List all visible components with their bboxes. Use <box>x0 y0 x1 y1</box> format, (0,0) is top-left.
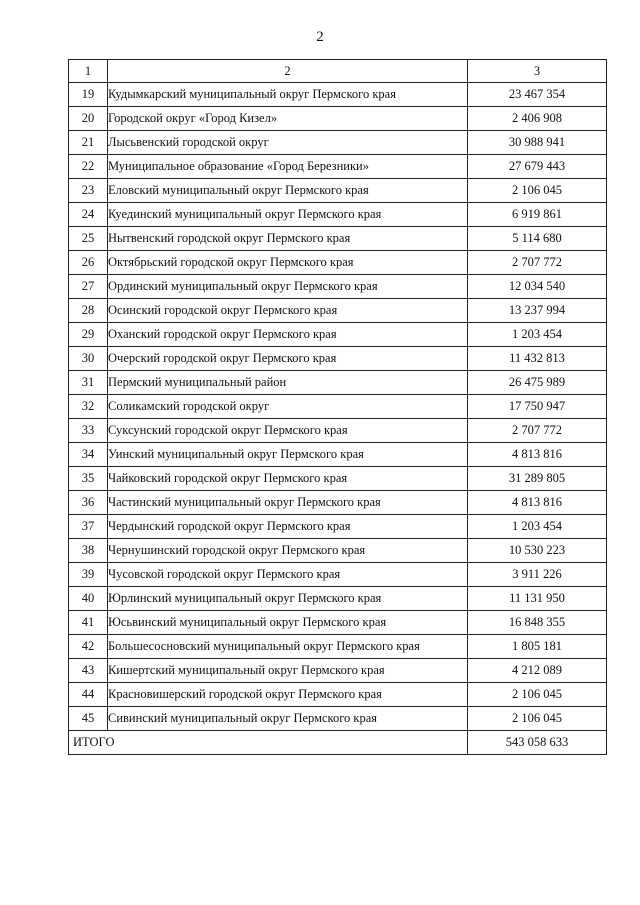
table-row <box>69 251 607 275</box>
municipality-name: Чердынский городской округ Пермского края <box>108 515 468 539</box>
row-number: 27 <box>69 275 108 299</box>
row-number: 31 <box>69 371 108 395</box>
amount-value: 3 911 226 <box>468 563 607 587</box>
table-row <box>69 323 607 347</box>
municipality-name: Муниципальное образование «Город Березники» <box>108 155 468 179</box>
municipality-name: Куединский муниципальный округ Пермского края <box>108 203 468 227</box>
amount-value: 2 106 045 <box>468 683 607 707</box>
table-row <box>69 107 607 131</box>
amount-value: 2 707 772 <box>468 251 607 275</box>
row-number: 32 <box>69 395 108 419</box>
municipality-name: Чусовской городской округ Пермского края <box>108 563 468 587</box>
amount-value: 6 919 861 <box>468 203 607 227</box>
municipality-name: Кишертский муниципальный округ Пермского края <box>108 659 468 683</box>
amount-value: 2 106 045 <box>468 179 607 203</box>
table-row <box>69 83 607 107</box>
table-row <box>69 659 607 683</box>
municipality-name: Красновишерский городской округ Пермского края <box>108 683 468 707</box>
amount-value: 2 106 045 <box>468 707 607 731</box>
table-row <box>69 203 607 227</box>
table-row <box>69 611 607 635</box>
table-row <box>69 131 607 155</box>
municipality-name: Еловский муниципальный округ Пермского края <box>108 179 468 203</box>
amount-value: 31 289 805 <box>468 467 607 491</box>
table-row <box>69 563 607 587</box>
total-row <box>69 731 607 755</box>
table-footer <box>69 731 607 755</box>
amount-value: 17 750 947 <box>468 395 607 419</box>
table-row <box>69 419 607 443</box>
table-row <box>69 587 607 611</box>
row-number: 42 <box>69 635 108 659</box>
row-number: 21 <box>69 131 108 155</box>
municipality-name: Юсьвинский муниципальный округ Пермского края <box>108 611 468 635</box>
municipality-name: Оханский городской округ Пермского края <box>108 323 468 347</box>
row-number: 33 <box>69 419 108 443</box>
municipality-name: Очерский городской округ Пермского края <box>108 347 468 371</box>
row-number: 44 <box>69 683 108 707</box>
table-header <box>69 60 607 83</box>
amount-value: 11 432 813 <box>468 347 607 371</box>
amount-value: 5 114 680 <box>468 227 607 251</box>
row-number: 23 <box>69 179 108 203</box>
municipality-name: Большесосновский муниципальный округ Пермского края <box>108 635 468 659</box>
amount-value: 1 203 454 <box>468 515 607 539</box>
municipality-name: Чернушинский городской округ Пермского края <box>108 539 468 563</box>
total-label: ИТОГО <box>69 731 468 755</box>
municipality-name: Чайковский городской округ Пермского края <box>108 467 468 491</box>
table-row <box>69 275 607 299</box>
row-number: 26 <box>69 251 108 275</box>
municipality-name: Частинский муниципальный округ Пермского края <box>108 491 468 515</box>
municipality-name: Ординский муниципальный округ Пермского края <box>108 275 468 299</box>
table-row <box>69 179 607 203</box>
header-col-3: 3 <box>468 60 607 83</box>
amount-value: 12 034 540 <box>468 275 607 299</box>
table-row <box>69 683 607 707</box>
municipality-name: Пермский муниципальный район <box>108 371 468 395</box>
amount-value: 30 988 941 <box>468 131 607 155</box>
amount-value: 2 406 908 <box>468 107 607 131</box>
municipality-name: Нытвенский городской округ Пермского края <box>108 227 468 251</box>
table-row <box>69 539 607 563</box>
row-number: 43 <box>69 659 108 683</box>
header-col-2: 2 <box>108 60 468 83</box>
total-amount: 543 058 633 <box>468 731 607 755</box>
municipality-name: Сивинский муниципальный округ Пермского края <box>108 707 468 731</box>
municipality-name: Осинский городской округ Пермского края <box>108 299 468 323</box>
amount-value: 10 530 223 <box>468 539 607 563</box>
amount-value: 4 813 816 <box>468 491 607 515</box>
amount-value: 1 203 454 <box>468 323 607 347</box>
amount-value: 11 131 950 <box>468 587 607 611</box>
municipality-name: Октябрьский городской округ Пермского края <box>108 251 468 275</box>
amount-value: 23 467 354 <box>468 83 607 107</box>
table-row <box>69 155 607 179</box>
municipality-name: Кудымкарский муниципальный округ Пермского края <box>108 83 468 107</box>
row-number: 40 <box>69 587 108 611</box>
table-body <box>69 83 607 731</box>
amount-value: 1 805 181 <box>468 635 607 659</box>
row-number: 28 <box>69 299 108 323</box>
amount-value: 2 707 772 <box>468 419 607 443</box>
municipality-name: Уинский муниципальный округ Пермского края <box>108 443 468 467</box>
row-number: 39 <box>69 563 108 587</box>
header-col-1: 1 <box>69 60 108 83</box>
municipality-name: Суксунский городской округ Пермского края <box>108 419 468 443</box>
row-number: 22 <box>69 155 108 179</box>
table-row <box>69 395 607 419</box>
amount-value: 4 813 816 <box>468 443 607 467</box>
row-number: 19 <box>69 83 108 107</box>
table-row <box>69 371 607 395</box>
row-number: 20 <box>69 107 108 131</box>
row-number: 24 <box>69 203 108 227</box>
table-row <box>69 443 607 467</box>
municipality-name: Городской округ «Город Кизел» <box>108 107 468 131</box>
row-number: 36 <box>69 491 108 515</box>
row-number: 30 <box>69 347 108 371</box>
row-number: 29 <box>69 323 108 347</box>
amount-value: 16 848 355 <box>468 611 607 635</box>
row-number: 35 <box>69 467 108 491</box>
amount-value: 13 237 994 <box>468 299 607 323</box>
amount-value: 27 679 443 <box>468 155 607 179</box>
table-row <box>69 515 607 539</box>
row-number: 37 <box>69 515 108 539</box>
row-number: 34 <box>69 443 108 467</box>
row-number: 38 <box>69 539 108 563</box>
table-row <box>69 467 607 491</box>
municipality-name: Соликамский городской округ <box>108 395 468 419</box>
amount-value: 26 475 989 <box>468 371 607 395</box>
table-row <box>69 227 607 251</box>
table-row <box>69 707 607 731</box>
row-number: 41 <box>69 611 108 635</box>
page-number: 2 <box>316 29 324 45</box>
row-number: 45 <box>69 707 108 731</box>
header-row <box>69 60 607 83</box>
table-row <box>69 347 607 371</box>
amount-value: 4 212 089 <box>468 659 607 683</box>
table-row <box>69 635 607 659</box>
table-row <box>69 491 607 515</box>
municipality-name: Лысьвенский городской округ <box>108 131 468 155</box>
allocation-table <box>68 59 607 755</box>
row-number: 25 <box>69 227 108 251</box>
municipality-name: Юрлинский муниципальный округ Пермского края <box>108 587 468 611</box>
table-row <box>69 299 607 323</box>
